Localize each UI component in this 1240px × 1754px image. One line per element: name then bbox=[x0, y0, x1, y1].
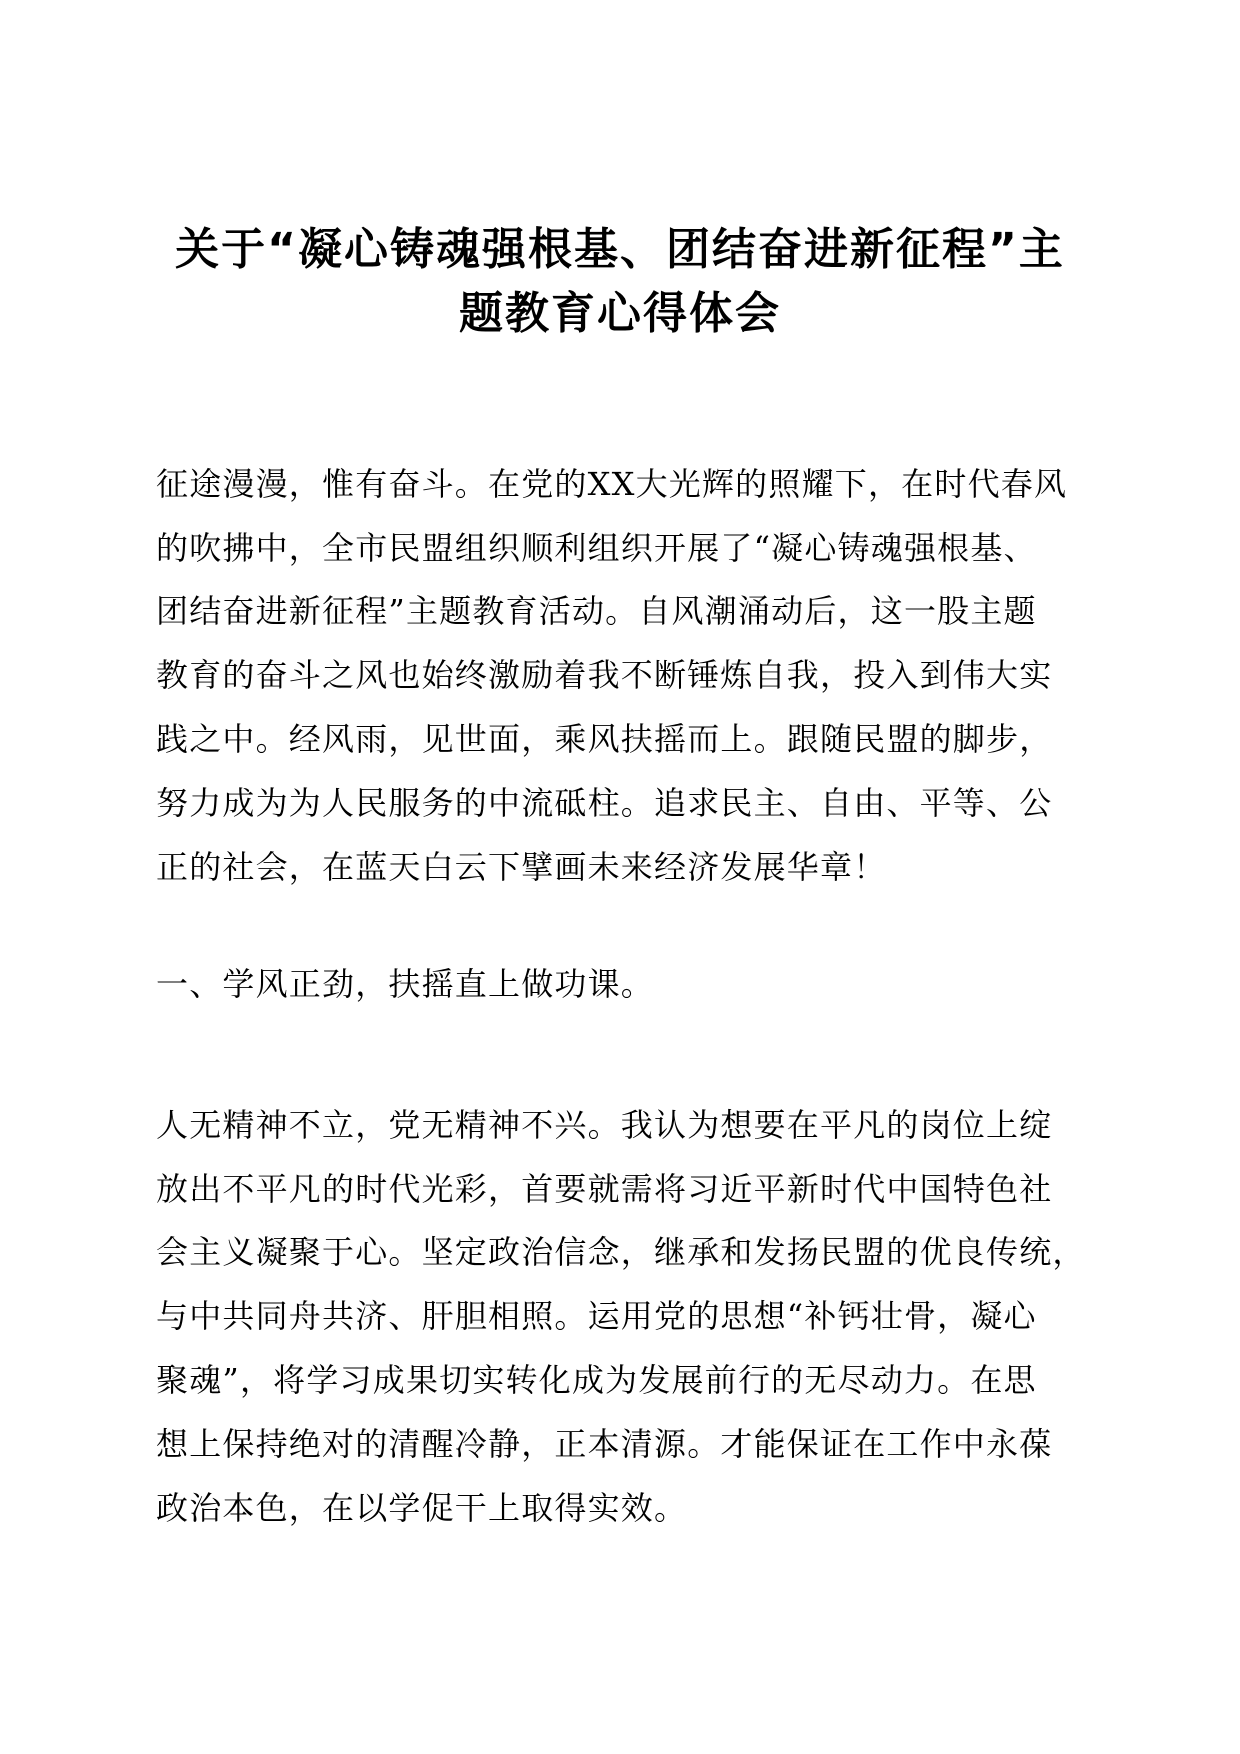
paragraph-line: 的吹拂中，全市民盟组织顺利组织开展了“凝心铸魂强根基、 bbox=[156, 529, 1037, 567]
paragraph-line: 践之中。经风雨，见世面，乘风扶摇而上。跟随民盟的脚步， bbox=[156, 720, 1053, 758]
document-title bbox=[140, 218, 1100, 346]
title-line: 题教育心得体会 bbox=[459, 288, 781, 339]
paragraph-line: 聚魂”，将学习成果切实转化成为发展前行的无尽动力。在思 bbox=[156, 1361, 1037, 1399]
paragraph-line: 与中共同舟共济、肝胆相照。运用党的思想“补钙壮骨，凝心 bbox=[156, 1297, 1037, 1335]
paragraph-line: 教育的奋斗之风也始终激励着我不断锤炼自我，投入到伟大实 bbox=[156, 656, 1053, 694]
paragraph-line: 团结奋进新征程”主题教育活动。自风潮涌动后，这一股主题 bbox=[156, 592, 1037, 630]
paragraph-line: 放出不平凡的时代光彩，首要就需将习近平新时代中国特色社 bbox=[156, 1170, 1053, 1208]
paragraph-line: 人无精神不立，党无精神不兴。我认为想要在平凡的岗位上绽 bbox=[156, 1106, 1053, 1144]
paragraph-line: 征途漫漫，惟有奋斗。在党的XX大光辉的照耀下，在时代春风 bbox=[156, 465, 1068, 503]
paragraph-line: 努力成为为人民服务的中流砥柱。追求民主、自由、平等、公 bbox=[156, 784, 1053, 822]
paragraph-line: 正的社会，在蓝天白云下擘画未来经济发展华章！ bbox=[156, 848, 887, 886]
section-heading: 一、学风正劲，扶摇直上做功课。 bbox=[156, 965, 655, 1003]
paragraph-line: 会主义凝聚于心。坚定政治信念，继承和发扬民盟的优良传统， bbox=[156, 1233, 1086, 1271]
paragraph-line: 政治本色，在以学促干上取得实效。 bbox=[156, 1489, 688, 1527]
paragraph-line: 想上保持绝对的清醒冷静，正本清源。才能保证在工作中永葆 bbox=[156, 1425, 1053, 1463]
title-line: 关于“凝心铸魂强根基、团结奋进新征程”主 bbox=[175, 224, 1065, 275]
